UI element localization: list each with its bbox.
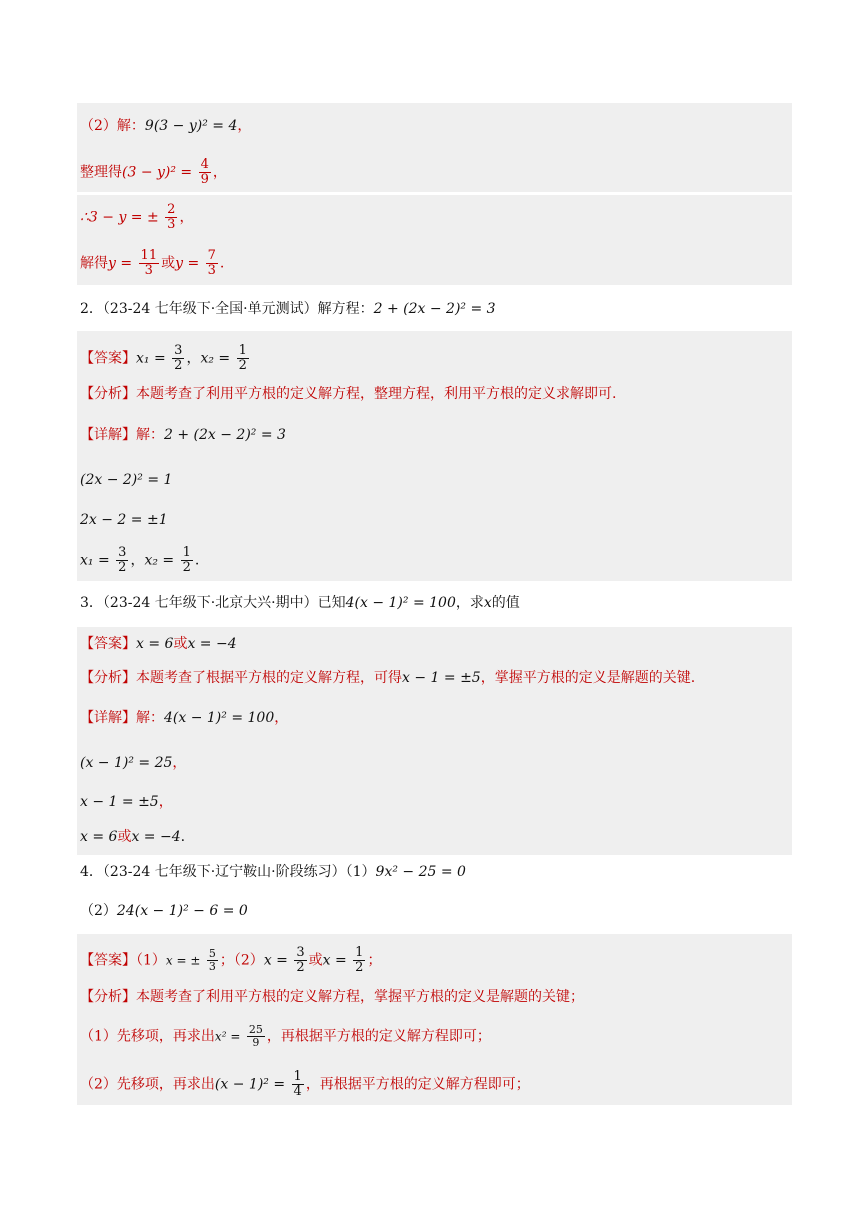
punct: ，: [274, 710, 289, 726]
denominator: 2: [182, 560, 191, 575]
fraction: [292, 1070, 304, 1099]
fraction: [199, 158, 211, 187]
fraction: [116, 546, 128, 575]
answer-tag: 【答案】: [80, 952, 136, 969]
q2-step-3: [80, 546, 199, 575]
q4-hint-1: [80, 1024, 491, 1049]
equation: 4(x − 1)² = 100: [345, 595, 456, 611]
punct: ，: [130, 552, 145, 569]
p1-line-2: [80, 158, 227, 187]
label: 解：: [136, 710, 164, 726]
fraction: [172, 344, 184, 373]
equation: (3 − y)² =: [122, 164, 193, 181]
q2-analysis: [80, 384, 616, 404]
q2-step-2: 2x − 2 = ±1: [80, 512, 168, 528]
q3-detail: [80, 708, 288, 728]
denominator: 3: [167, 217, 176, 232]
equation: x =: [263, 952, 288, 969]
conjunction: 或: [117, 829, 132, 845]
numerator: 25: [248, 1023, 263, 1036]
p1-line-1: [80, 116, 251, 136]
punct: ，: [172, 755, 187, 771]
equation: 24(x − 1)² − 6 = 0: [116, 903, 248, 919]
punct: .: [194, 552, 200, 569]
solution-box-q3: [77, 627, 792, 855]
equation: x² =: [214, 1029, 241, 1044]
label: （1）: [136, 952, 166, 969]
question-4-part-2: [80, 901, 248, 921]
q3-analysis: [80, 668, 695, 688]
equation: x₁ =: [136, 350, 166, 367]
numerator: 3: [174, 343, 183, 358]
analysis-tag: 【分析】: [80, 386, 136, 402]
equation: y =: [108, 255, 133, 272]
analysis-text: 本题考查了利用平方根的定义解方程，掌握平方根的定义是解题的关键；: [136, 989, 584, 1005]
q3-step-1: [80, 753, 186, 773]
q2-answer: [80, 344, 251, 373]
analysis-tag: 【分析】: [80, 670, 136, 686]
numerator: 1: [238, 343, 247, 358]
question-2: [80, 299, 496, 319]
analysis-text: 本题考查了利用平方根的定义解方程，整理方程，利用平方根的定义求解即可.: [136, 386, 617, 402]
denominator: 2: [238, 358, 247, 373]
q4-analysis: [80, 987, 584, 1007]
equation: 2 + (2x − 2)² = 3: [373, 301, 496, 317]
equation: ∴3 − y = ±: [80, 209, 159, 226]
denominator: 3: [144, 263, 153, 278]
punct: ，: [179, 209, 194, 226]
equation: x₁ =: [80, 552, 110, 569]
equation: x = ±: [165, 953, 201, 968]
fraction: [207, 948, 218, 973]
hint-text: ，再根据平方根的定义解方程即可；: [305, 1076, 530, 1093]
numerator: 4: [200, 157, 209, 172]
question-text: （2）: [80, 903, 117, 919]
equation: 9(3 − y)² = 4: [144, 118, 238, 134]
numerator: 2: [167, 202, 176, 217]
p1-line-4: [80, 249, 224, 278]
denominator: 4: [293, 1084, 302, 1099]
question-3: [80, 593, 520, 613]
detail-tag: 【详解】: [80, 710, 136, 726]
numerator: 5: [208, 947, 216, 960]
detail-tag: 【详解】: [80, 427, 136, 443]
denominator: 9: [252, 1036, 260, 1049]
variable: x: [483, 595, 492, 611]
fraction: [353, 946, 365, 975]
q3-step-3: [80, 827, 185, 847]
q2-step-1: (2x − 2)² = 1: [80, 472, 173, 488]
equation: x − 1 = ±5: [80, 794, 159, 810]
question-text: ，求: [455, 595, 484, 611]
analysis-text: 本题考查了根据平方根的定义解方程，可得: [136, 670, 402, 686]
denominator: 2: [118, 560, 127, 575]
equation: x − 1 = ±5: [402, 670, 481, 686]
q2-detail: [80, 425, 286, 445]
denominator: 9: [200, 172, 209, 187]
equation: x = 6: [136, 636, 174, 652]
denominator: 2: [174, 358, 183, 373]
analysis-tag: 【分析】: [80, 989, 136, 1005]
punct: ，: [212, 164, 227, 181]
punct: .: [219, 255, 225, 272]
equation: x₂ =: [144, 552, 175, 569]
denominator: 3: [208, 960, 216, 973]
fraction: [237, 344, 249, 373]
numerator: 3: [118, 545, 127, 560]
question-text: 2．（23-24 七年级下·全国·单元测试）解方程：: [80, 301, 374, 317]
equation: (x − 1)² = 25: [80, 755, 173, 771]
fraction: [139, 249, 160, 278]
q3-answer: [80, 634, 237, 654]
conjunction: 或: [308, 952, 323, 969]
label: 解得: [80, 255, 108, 272]
p1-line-3: [80, 203, 193, 232]
conjunction: 或: [173, 636, 188, 652]
equation: y =: [175, 255, 200, 272]
fraction: [247, 1024, 265, 1049]
denominator: 2: [296, 960, 305, 975]
equation: (x − 1)² =: [214, 1076, 286, 1093]
conjunction: 或: [161, 255, 176, 272]
equation: x = 6: [80, 829, 118, 845]
q4-hint-2: [80, 1070, 530, 1099]
label: ；（2）: [219, 952, 264, 969]
punct: ，: [186, 350, 201, 367]
denominator: 3: [207, 263, 216, 278]
fraction: [206, 249, 218, 278]
equation: x =: [322, 952, 347, 969]
q3-step-2: [80, 792, 173, 812]
punct: ；: [367, 952, 382, 969]
equation: x₂ =: [200, 350, 231, 367]
q4-answer: [80, 946, 381, 975]
hint-text: （1）先移项，再求出: [80, 1028, 215, 1045]
punct: ，: [158, 794, 173, 810]
punct: ，: [237, 118, 252, 134]
punct: .: [180, 829, 186, 845]
numerator: 7: [207, 248, 216, 263]
equation: x = −4: [131, 829, 181, 845]
numerator: 1: [355, 945, 364, 960]
answer-tag: 【答案】: [80, 636, 136, 652]
fraction: [294, 946, 306, 975]
answer-tag: 【答案】: [80, 350, 136, 367]
label: （2）解：: [80, 118, 145, 134]
label: 解：: [136, 427, 164, 443]
numerator: 1: [182, 545, 191, 560]
numerator: 11: [140, 248, 158, 263]
question-4: [80, 862, 466, 882]
question-text: 3．（23-24 七年级下·北京大兴·期中）已知: [80, 595, 346, 611]
equation: 2 + (2x − 2)² = 3: [164, 427, 286, 443]
fraction: [165, 203, 177, 232]
numerator: 3: [296, 945, 305, 960]
equation: 4(x − 1)² = 100: [164, 710, 275, 726]
denominator: 2: [355, 960, 364, 975]
fraction: [181, 546, 193, 575]
question-text: 的值: [491, 595, 520, 611]
question-text: 4．（23-24 七年级下·辽宁鞍山·阶段练习）（1）: [80, 864, 376, 880]
hint-text: ，再根据平方根的定义解方程即可；: [266, 1028, 491, 1045]
equation: 9x² − 25 = 0: [375, 864, 466, 880]
hint-text: （2）先移项，再求出: [80, 1076, 215, 1093]
label: 整理得: [80, 164, 122, 181]
equation: x = −4: [187, 636, 237, 652]
analysis-text: ，掌握平方根的定义是解题的关键.: [480, 670, 696, 686]
numerator: 1: [293, 1069, 302, 1084]
